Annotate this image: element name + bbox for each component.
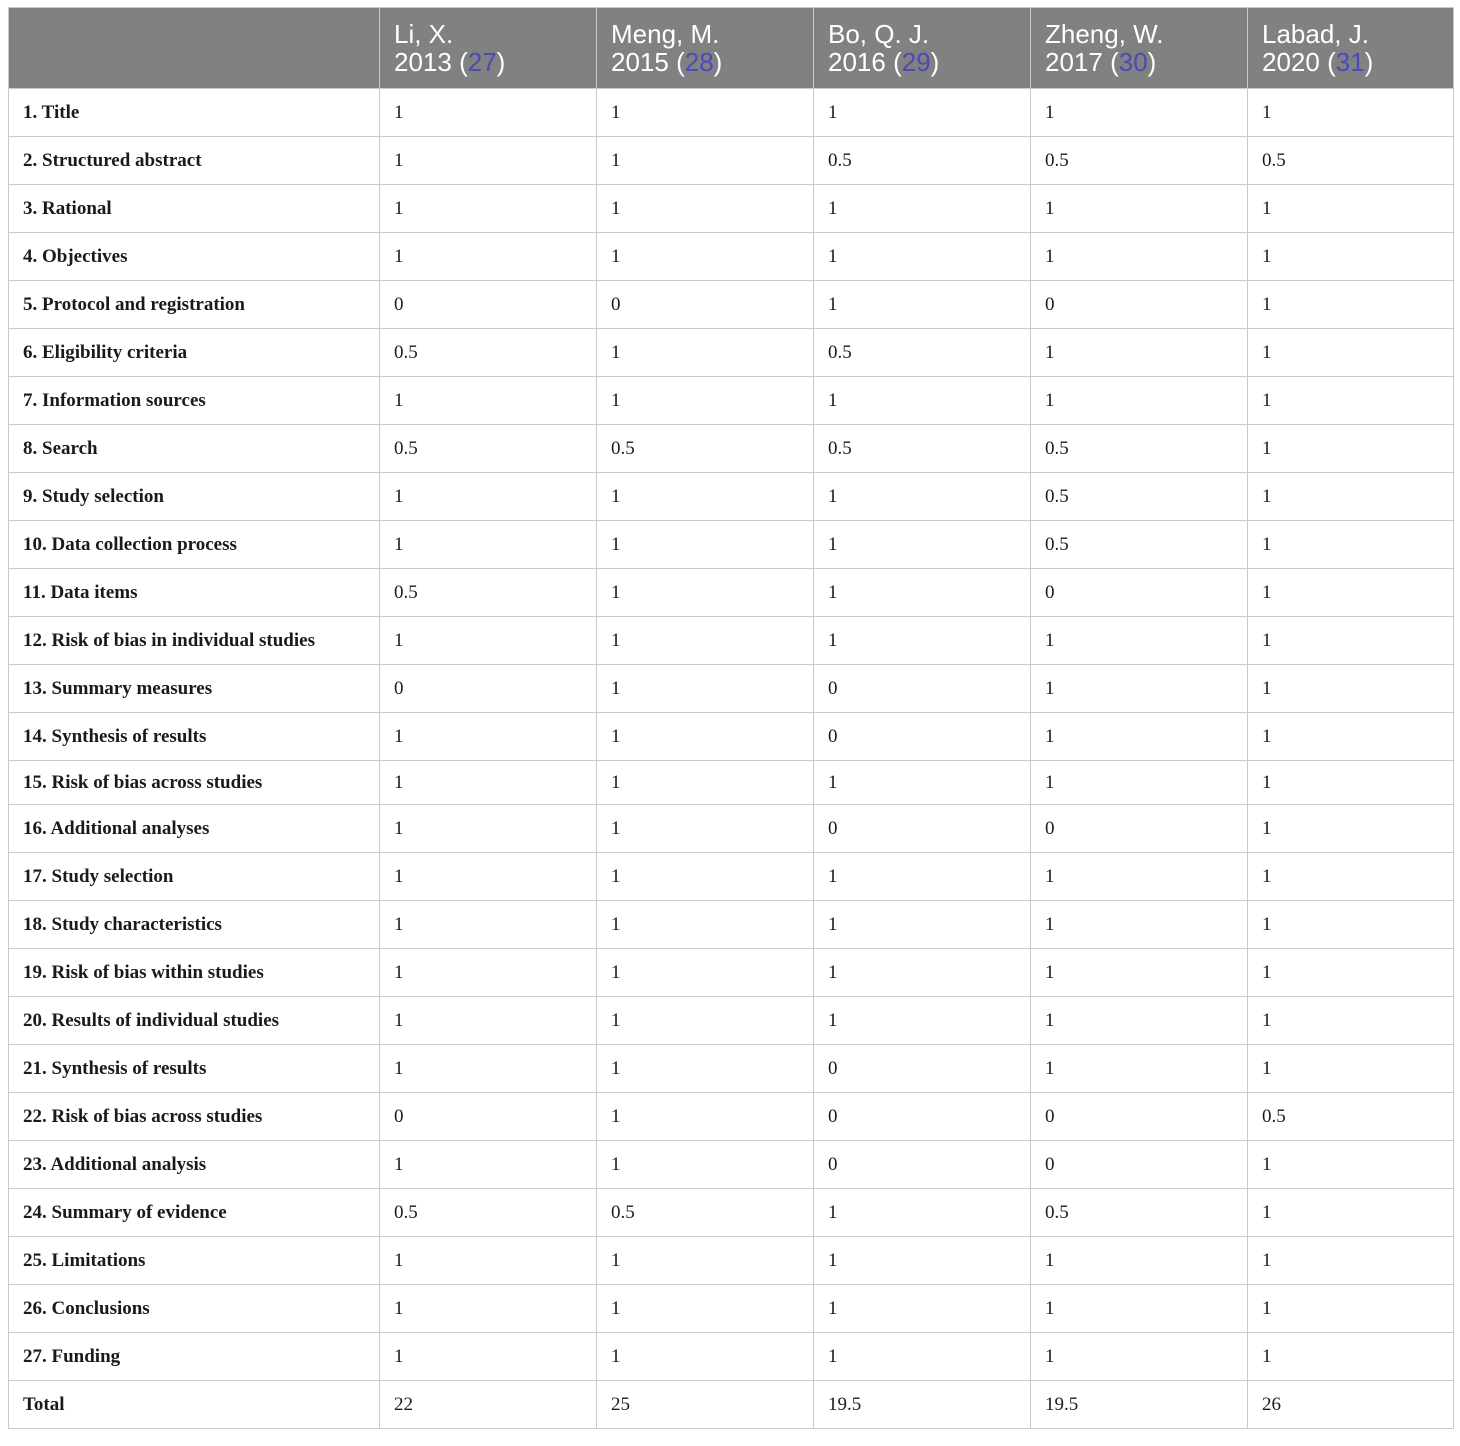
score-cell: 1: [380, 853, 597, 901]
score-cell: 0: [1031, 1093, 1248, 1141]
header-year: 2013: [394, 47, 452, 77]
score-cell: 0.5: [1248, 1093, 1454, 1141]
table-row: [9, 569, 1454, 617]
score-cell: 1: [380, 377, 597, 425]
table-row: [9, 901, 1454, 949]
row-label-cell: 16. Additional analyses: [9, 805, 380, 853]
score-cell: 1: [1031, 901, 1248, 949]
row-label-cell: 26. Conclusions: [9, 1285, 380, 1333]
row-label-cell: 19. Risk of bias within studies: [9, 949, 380, 997]
score-cell: 1: [814, 521, 1031, 569]
score-cell: 0.5: [1031, 473, 1248, 521]
table-row: [9, 185, 1454, 233]
score-cell: 0: [1031, 1141, 1248, 1189]
score-cell: 1: [597, 377, 814, 425]
score-cell: 1: [1248, 1141, 1454, 1189]
table-row: [9, 997, 1454, 1045]
score-cell: 19.5: [814, 1381, 1031, 1429]
score-cell: 1: [1031, 617, 1248, 665]
score-cell: 1: [1031, 949, 1248, 997]
score-cell: 0: [814, 713, 1031, 761]
score-cell: 1: [380, 761, 597, 805]
score-cell: 0.5: [1031, 137, 1248, 185]
score-cell: 0: [380, 665, 597, 713]
score-cell: 1: [814, 89, 1031, 137]
score-cell: 1: [597, 1045, 814, 1093]
score-cell: 1: [380, 617, 597, 665]
header-year: 2017: [1045, 47, 1103, 77]
score-cell: 1: [380, 1045, 597, 1093]
score-cell: 1: [814, 901, 1031, 949]
header-study-meng-2015: Meng, M. 2015 (28): [597, 8, 814, 89]
row-label-cell: 17. Study selection: [9, 853, 380, 901]
row-label-cell: 1. Title: [9, 89, 380, 137]
score-cell: 1: [597, 713, 814, 761]
score-cell: 1: [380, 901, 597, 949]
score-cell: 1: [814, 1189, 1031, 1237]
score-cell: 1: [814, 997, 1031, 1045]
score-cell: 1: [814, 233, 1031, 281]
row-label-cell: 3. Rational: [9, 185, 380, 233]
score-cell: 1: [814, 761, 1031, 805]
header-author: Bo, Q. J.: [828, 19, 930, 49]
score-cell: 1: [597, 521, 814, 569]
table-row: [9, 617, 1454, 665]
table-row: [9, 1045, 1454, 1093]
score-cell: 1: [814, 1333, 1031, 1381]
row-label-cell: 2. Structured abstract: [9, 137, 380, 185]
score-cell: 1: [1248, 1285, 1454, 1333]
citation-link-29[interactable]: 29: [901, 47, 931, 77]
score-cell: 1: [380, 233, 597, 281]
score-cell: 1: [380, 521, 597, 569]
row-label-cell: 25. Limitations: [9, 1237, 380, 1285]
table-row: [9, 853, 1454, 901]
score-cell: 1: [1031, 713, 1248, 761]
table-row: [9, 761, 1454, 805]
score-cell: 1: [1248, 949, 1454, 997]
table-row: [9, 1381, 1454, 1429]
score-cell: 19.5: [1031, 1381, 1248, 1429]
score-cell: 1: [597, 853, 814, 901]
row-label-cell: 13. Summary measures: [9, 665, 380, 713]
score-cell: 1: [1031, 1237, 1248, 1285]
score-cell: 1: [1248, 1237, 1454, 1285]
table-row: [9, 665, 1454, 713]
score-cell: 1: [1248, 761, 1454, 805]
score-cell: 1: [1248, 805, 1454, 853]
table-row: [9, 377, 1454, 425]
score-cell: 1: [1248, 425, 1454, 473]
table-row: [9, 329, 1454, 377]
table-row: [9, 521, 1454, 569]
table-row: [9, 1141, 1454, 1189]
table-row: [9, 1189, 1454, 1237]
score-cell: 1: [380, 1237, 597, 1285]
score-cell: 1: [597, 665, 814, 713]
score-cell: 1: [597, 997, 814, 1045]
row-label-cell: 5. Protocol and registration: [9, 281, 380, 329]
row-label-cell: 20. Results of individual studies: [9, 997, 380, 1045]
score-cell: 0.5: [1248, 137, 1454, 185]
score-cell: 1: [380, 1333, 597, 1381]
score-cell: 0.5: [380, 329, 597, 377]
score-cell: 1: [1031, 185, 1248, 233]
score-cell: 1: [597, 185, 814, 233]
table-row: [9, 949, 1454, 997]
score-cell: 1: [380, 185, 597, 233]
table-row: [9, 89, 1454, 137]
score-cell: 1: [380, 89, 597, 137]
score-cell: 0.5: [380, 569, 597, 617]
row-label-cell: 14. Synthesis of results: [9, 713, 380, 761]
row-label-cell: 22. Risk of bias across studies: [9, 1093, 380, 1141]
score-cell: 1: [380, 805, 597, 853]
row-label-cell: 23. Additional analysis: [9, 1141, 380, 1189]
prisma-scores-table: [8, 7, 1454, 1429]
header-study-li-2013: Li, X. 2013 (27): [380, 8, 597, 89]
score-cell: 1: [1031, 853, 1248, 901]
score-cell: 1: [814, 853, 1031, 901]
score-cell: 0: [1031, 281, 1248, 329]
score-cell: 1: [1031, 761, 1248, 805]
score-cell: 1: [597, 569, 814, 617]
row-label-cell: 10. Data collection process: [9, 521, 380, 569]
table-row: [9, 425, 1454, 473]
score-cell: 1: [1248, 617, 1454, 665]
table-row: [9, 281, 1454, 329]
row-label-cell: 8. Search: [9, 425, 380, 473]
score-cell: 1: [1248, 521, 1454, 569]
score-cell: 1: [597, 1237, 814, 1285]
citation-link-30[interactable]: 30: [1118, 47, 1148, 77]
table-row: [9, 473, 1454, 521]
score-cell: 1: [597, 1093, 814, 1141]
score-cell: 0: [380, 281, 597, 329]
citation-link-28[interactable]: 28: [684, 47, 714, 77]
header-year: 2016: [828, 47, 886, 77]
score-cell: 1: [1031, 377, 1248, 425]
score-cell: 22: [380, 1381, 597, 1429]
score-cell: 0.5: [1031, 1189, 1248, 1237]
header-corner-cell: [9, 8, 380, 89]
score-cell: 1: [380, 1141, 597, 1189]
score-cell: 1: [1248, 901, 1454, 949]
score-cell: 1: [1248, 233, 1454, 281]
score-cell: 0.5: [380, 1189, 597, 1237]
header-author: Li, X.: [394, 19, 454, 49]
score-cell: 0: [814, 1093, 1031, 1141]
row-label-cell: 7. Information sources: [9, 377, 380, 425]
score-cell: 1: [1248, 853, 1454, 901]
header-author: Labad, J.: [1262, 19, 1369, 49]
score-cell: 1: [1031, 1045, 1248, 1093]
header-author: Meng, M.: [611, 19, 720, 49]
score-cell: 0.5: [814, 425, 1031, 473]
score-cell: 1: [1248, 665, 1454, 713]
score-cell: 1: [1248, 281, 1454, 329]
score-cell: 1: [814, 1237, 1031, 1285]
score-cell: 1: [597, 329, 814, 377]
score-cell: 0.5: [814, 137, 1031, 185]
table-row: [9, 233, 1454, 281]
score-cell: 1: [380, 473, 597, 521]
score-cell: 1: [1248, 185, 1454, 233]
score-cell: 0: [814, 665, 1031, 713]
score-cell: 0: [1031, 805, 1248, 853]
row-label-cell: 9. Study selection: [9, 473, 380, 521]
score-cell: 1: [1248, 377, 1454, 425]
score-cell: 1: [597, 1141, 814, 1189]
score-cell: 0.5: [1031, 521, 1248, 569]
score-cell: 25: [597, 1381, 814, 1429]
score-cell: 1: [380, 1285, 597, 1333]
score-cell: 1: [814, 185, 1031, 233]
score-cell: 0: [814, 1141, 1031, 1189]
score-cell: 1: [597, 949, 814, 997]
row-label-cell: 24. Summary of evidence: [9, 1189, 380, 1237]
row-label-cell: 6. Eligibility criteria: [9, 329, 380, 377]
score-cell: 0: [380, 1093, 597, 1141]
score-cell: 1: [597, 805, 814, 853]
score-cell: 1: [1248, 713, 1454, 761]
table-row: [9, 713, 1454, 761]
row-label-cell: 12. Risk of bias in individual studies: [9, 617, 380, 665]
score-cell: 1: [597, 89, 814, 137]
score-cell: 1: [1031, 233, 1248, 281]
score-cell: 1: [597, 137, 814, 185]
row-label-cell: 15. Risk of bias across studies: [9, 761, 380, 805]
row-label-cell: 27. Funding: [9, 1333, 380, 1381]
table-header: [9, 8, 1454, 89]
score-cell: 1: [1248, 997, 1454, 1045]
table-body: [9, 89, 1454, 1429]
score-cell: 1: [1248, 1189, 1454, 1237]
row-label-cell: 4. Objectives: [9, 233, 380, 281]
citation-link-27[interactable]: 27: [467, 47, 497, 77]
header-study-labad-2020: Labad, J. 2020 (31): [1248, 8, 1454, 89]
table-row: [9, 137, 1454, 185]
score-cell: 1: [597, 901, 814, 949]
row-label-cell: 11. Data items: [9, 569, 380, 617]
score-cell: 1: [597, 761, 814, 805]
score-cell: 1: [597, 617, 814, 665]
table-row: [9, 1333, 1454, 1381]
table-row: [9, 1237, 1454, 1285]
score-cell: 1: [380, 997, 597, 1045]
header-study-zheng-2017: Zheng, W. 2017 (30): [1031, 8, 1248, 89]
score-cell: 0.5: [814, 329, 1031, 377]
score-cell: 0: [1031, 569, 1248, 617]
score-cell: 0: [597, 281, 814, 329]
score-cell: 1: [597, 1285, 814, 1333]
header-year: 2015: [611, 47, 669, 77]
score-cell: 1: [1031, 1285, 1248, 1333]
header-study-bo-2016: Bo, Q. J. 2016 (29): [814, 8, 1031, 89]
row-label-cell: 21. Synthesis of results: [9, 1045, 380, 1093]
row-label-cell: Total: [9, 1381, 380, 1429]
score-cell: 1: [597, 233, 814, 281]
score-cell: 1: [380, 949, 597, 997]
header-author: Zheng, W.: [1045, 19, 1164, 49]
score-cell: 1: [597, 1333, 814, 1381]
score-cell: 1: [1248, 473, 1454, 521]
score-cell: 1: [597, 473, 814, 521]
score-cell: 1: [814, 377, 1031, 425]
citation-link-31[interactable]: 31: [1335, 47, 1365, 77]
score-cell: 1: [1031, 665, 1248, 713]
score-cell: 1: [1248, 1333, 1454, 1381]
score-cell: 1: [814, 949, 1031, 997]
score-cell: 26: [1248, 1381, 1454, 1429]
score-cell: 1: [1031, 1333, 1248, 1381]
score-cell: 1: [1031, 89, 1248, 137]
header-row: [9, 8, 1454, 89]
score-cell: 1: [1248, 89, 1454, 137]
score-cell: 0: [814, 805, 1031, 853]
score-cell: 1: [814, 569, 1031, 617]
score-cell: 1: [814, 1285, 1031, 1333]
score-cell: 1: [380, 713, 597, 761]
score-cell: 1: [1031, 997, 1248, 1045]
table-row: [9, 805, 1454, 853]
score-cell: 0.5: [380, 425, 597, 473]
score-cell: 0.5: [597, 1189, 814, 1237]
score-cell: 1: [814, 617, 1031, 665]
score-cell: 1: [380, 137, 597, 185]
score-cell: 1: [814, 473, 1031, 521]
header-year: 2020: [1262, 47, 1320, 77]
row-label-cell: 18. Study characteristics: [9, 901, 380, 949]
score-cell: 1: [1031, 329, 1248, 377]
score-cell: 0: [814, 1045, 1031, 1093]
score-cell: 1: [1248, 329, 1454, 377]
score-cell: 1: [1248, 569, 1454, 617]
score-cell: 0.5: [1031, 425, 1248, 473]
score-cell: 1: [814, 281, 1031, 329]
score-cell: 1: [1248, 1045, 1454, 1093]
score-cell: 0.5: [597, 425, 814, 473]
table-row: [9, 1285, 1454, 1333]
table-row: [9, 1093, 1454, 1141]
